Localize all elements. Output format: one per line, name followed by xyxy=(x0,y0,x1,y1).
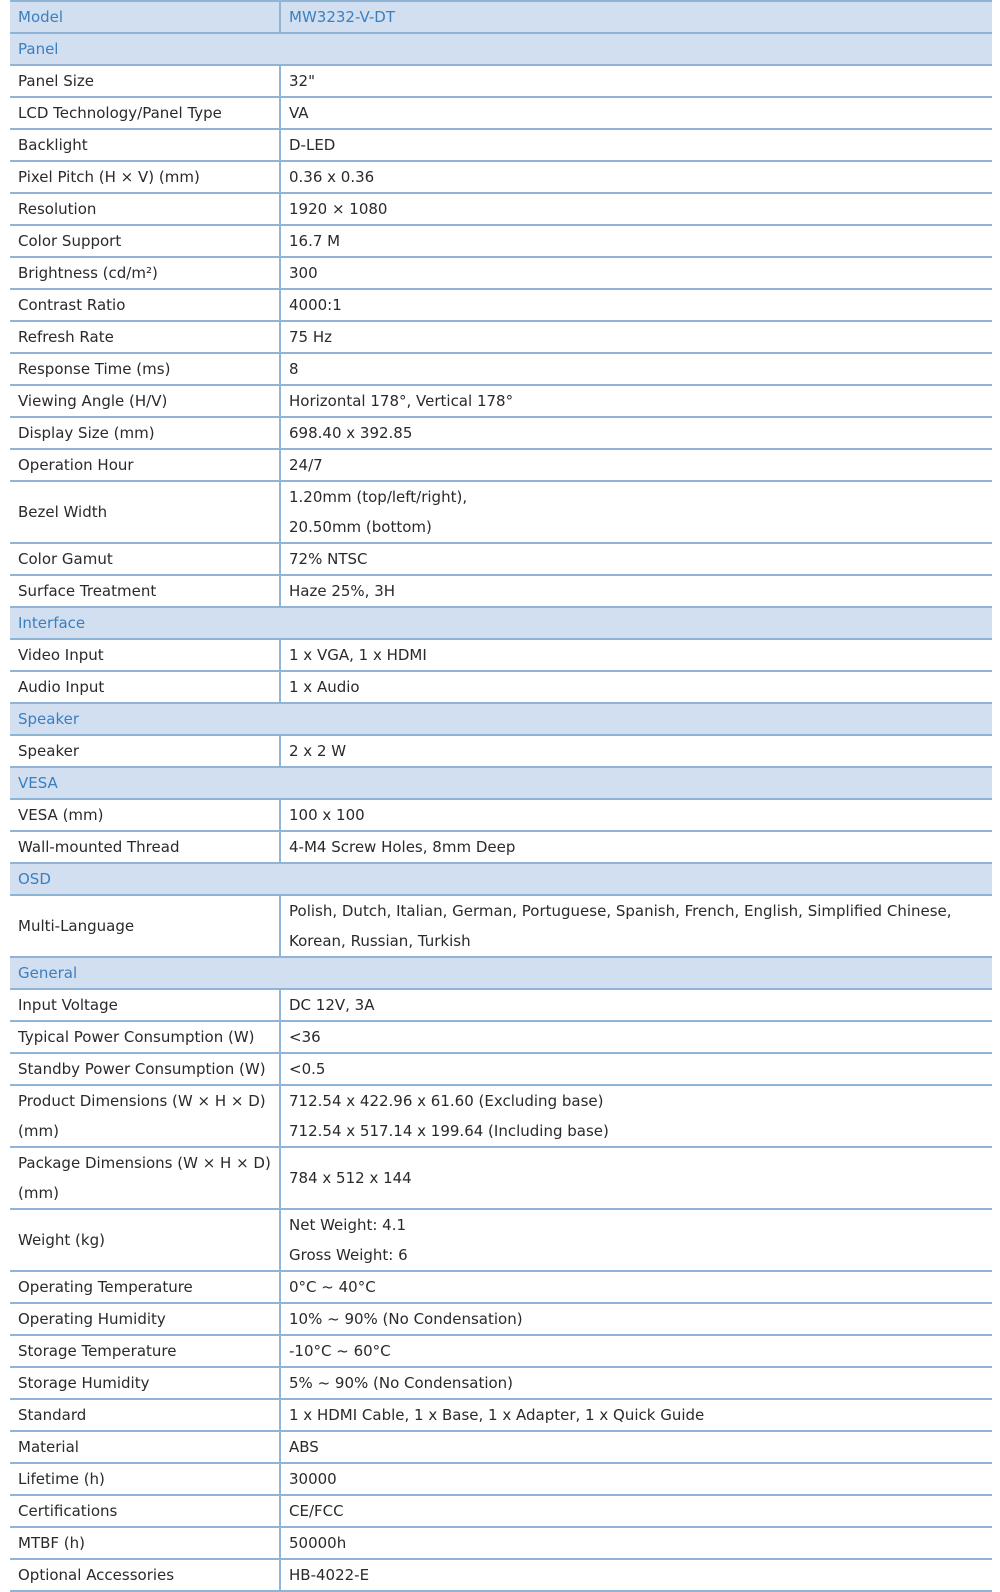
spec-value: 0°C ~ 40°C xyxy=(280,1271,992,1303)
spec-value: DC 12V, 3A xyxy=(280,989,992,1021)
spec-label: Operation Hour xyxy=(10,449,280,481)
table-row xyxy=(10,1495,992,1527)
spec-label: Video Input xyxy=(10,639,280,671)
spec-value xyxy=(280,895,992,957)
spec-value-line: Korean, Russian, Turkish xyxy=(289,932,471,950)
spec-value: D-LED xyxy=(280,129,992,161)
table-row xyxy=(10,895,992,957)
spec-label: Standby Power Consumption (W) xyxy=(10,1053,280,1085)
table-header-row xyxy=(10,1,992,33)
table-row xyxy=(10,321,992,353)
section-title: Interface xyxy=(10,607,992,639)
spec-value-line: Net Weight: 4.1 xyxy=(289,1216,407,1234)
table-row xyxy=(10,1399,992,1431)
spec-value: Horizontal 178°, Vertical 178° xyxy=(280,385,992,417)
spec-label: Storage Temperature xyxy=(10,1335,280,1367)
spec-value: 16.7 M xyxy=(280,225,992,257)
table-row xyxy=(10,671,992,703)
table-row xyxy=(10,193,992,225)
table-row xyxy=(10,225,992,257)
section-panel xyxy=(10,33,992,65)
spec-label xyxy=(10,1147,280,1209)
table-row xyxy=(10,161,992,193)
section-osd xyxy=(10,863,992,895)
section-vesa xyxy=(10,767,992,799)
spec-label-line: (mm) xyxy=(18,1184,59,1202)
spec-value-line: 1.20mm (top/left/right), xyxy=(289,488,468,506)
spec-label: Operating Temperature xyxy=(10,1271,280,1303)
spec-label: Weight (kg) xyxy=(10,1209,280,1271)
table-row xyxy=(10,1303,992,1335)
table-row xyxy=(10,1147,992,1209)
spec-value-line: Gross Weight: 6 xyxy=(289,1246,408,1264)
spec-value xyxy=(280,1085,992,1147)
spec-value: 1 x Audio xyxy=(280,671,992,703)
table-row xyxy=(10,417,992,449)
spec-value xyxy=(280,1209,992,1271)
section-speaker xyxy=(10,703,992,735)
spec-value: 100 x 100 xyxy=(280,799,992,831)
spec-value: Haze 25%, 3H xyxy=(280,575,992,607)
model-number: MW3232-V-DT xyxy=(280,1,992,33)
spec-label: Viewing Angle (H/V) xyxy=(10,385,280,417)
spec-label: Material xyxy=(10,1431,280,1463)
spec-value: 30000 xyxy=(280,1463,992,1495)
spec-label: Color Gamut xyxy=(10,543,280,575)
spec-label: Refresh Rate xyxy=(10,321,280,353)
spec-value: 0.36 x 0.36 xyxy=(280,161,992,193)
spec-label: Surface Treatment xyxy=(10,575,280,607)
spec-label: Response Time (ms) xyxy=(10,353,280,385)
spec-label: Pixel Pitch (H × V) (mm) xyxy=(10,161,280,193)
spec-label-line: Product Dimensions (W × H × D) xyxy=(18,1092,266,1110)
table-row xyxy=(10,1527,992,1559)
spec-value: 2 x 2 W xyxy=(280,735,992,767)
spec-label: Optional Accessories xyxy=(10,1559,280,1591)
spec-label: Operating Humidity xyxy=(10,1303,280,1335)
spec-label: Typical Power Consumption (W) xyxy=(10,1021,280,1053)
table-row xyxy=(10,257,992,289)
spec-value-line: 712.54 x 517.14 x 199.64 (Including base) xyxy=(289,1122,609,1140)
spec-label-line: (mm) xyxy=(18,1122,59,1140)
table-row xyxy=(10,1021,992,1053)
table-row xyxy=(10,65,992,97)
section-title: Panel xyxy=(10,33,992,65)
spec-value xyxy=(280,481,992,543)
spec-value: 5% ~ 90% (No Condensation) xyxy=(280,1367,992,1399)
table-row xyxy=(10,289,992,321)
spec-value: <0.5 xyxy=(280,1053,992,1085)
spec-label: Wall-mounted Thread xyxy=(10,831,280,863)
spec-label: Bezel Width xyxy=(10,481,280,543)
spec-label: Resolution xyxy=(10,193,280,225)
table-row xyxy=(10,385,992,417)
spec-value: VA xyxy=(280,97,992,129)
spec-value: 72% NTSC xyxy=(280,543,992,575)
spec-value: 1920 × 1080 xyxy=(280,193,992,225)
spec-label: Storage Humidity xyxy=(10,1367,280,1399)
section-title: General xyxy=(10,957,992,989)
spec-label xyxy=(10,1085,280,1147)
table-row xyxy=(10,449,992,481)
header-label: Model xyxy=(10,1,280,33)
spec-label: Speaker xyxy=(10,735,280,767)
table-row xyxy=(10,1463,992,1495)
spec-table xyxy=(10,0,992,1592)
spec-value-line: 712.54 x 422.96 x 61.60 (Excluding base) xyxy=(289,1092,604,1110)
spec-value: -10°C ~ 60°C xyxy=(280,1335,992,1367)
spec-value: 4000:1 xyxy=(280,289,992,321)
spec-value: 10% ~ 90% (No Condensation) xyxy=(280,1303,992,1335)
spec-label: Brightness (cd/m²) xyxy=(10,257,280,289)
table-row xyxy=(10,1367,992,1399)
spec-label: Backlight xyxy=(10,129,280,161)
table-row xyxy=(10,639,992,671)
spec-value: 1 x VGA, 1 x HDMI xyxy=(280,639,992,671)
table-row xyxy=(10,97,992,129)
spec-label: MTBF (h) xyxy=(10,1527,280,1559)
spec-label: Input Voltage xyxy=(10,989,280,1021)
spec-label: Multi-Language xyxy=(10,895,280,957)
table-row xyxy=(10,1559,992,1591)
spec-label: Certifications xyxy=(10,1495,280,1527)
spec-value-line: Polish, Dutch, Italian, German, Portuguese, Spanish, French, English, Simplified Chinese, xyxy=(289,902,952,920)
spec-label: LCD Technology/Panel Type xyxy=(10,97,280,129)
table-row xyxy=(10,1431,992,1463)
spec-label: Display Size (mm) xyxy=(10,417,280,449)
spec-label: Panel Size xyxy=(10,65,280,97)
table-row xyxy=(10,1271,992,1303)
spec-value: 75 Hz xyxy=(280,321,992,353)
section-general xyxy=(10,957,992,989)
spec-label: Standard xyxy=(10,1399,280,1431)
spec-value: <36 xyxy=(280,1021,992,1053)
section-title: Speaker xyxy=(10,703,992,735)
spec-label: VESA (mm) xyxy=(10,799,280,831)
spec-label: Color Support xyxy=(10,225,280,257)
spec-value: 784 x 512 x 144 xyxy=(280,1147,992,1209)
spec-value: 300 xyxy=(280,257,992,289)
spec-value: 24/7 xyxy=(280,449,992,481)
spec-value: 4-M4 Screw Holes, 8mm Deep xyxy=(280,831,992,863)
table-row xyxy=(10,735,992,767)
spec-value: 32" xyxy=(280,65,992,97)
table-row xyxy=(10,1335,992,1367)
table-row xyxy=(10,129,992,161)
table-row xyxy=(10,481,992,543)
spec-value: 50000h xyxy=(280,1527,992,1559)
spec-value: CE/FCC xyxy=(280,1495,992,1527)
spec-label: Lifetime (h) xyxy=(10,1463,280,1495)
spec-label-line: Package Dimensions (W × H × D) xyxy=(18,1154,271,1172)
table-row xyxy=(10,575,992,607)
spec-value: 8 xyxy=(280,353,992,385)
section-interface xyxy=(10,607,992,639)
spec-value: ABS xyxy=(280,1431,992,1463)
spec-value: 1 x HDMI Cable, 1 x Base, 1 x Adapter, 1 x Quick Guide xyxy=(280,1399,992,1431)
table-row xyxy=(10,1053,992,1085)
spec-label: Contrast Ratio xyxy=(10,289,280,321)
spec-value: HB-4022-E xyxy=(280,1559,992,1591)
spec-label: Audio Input xyxy=(10,671,280,703)
spec-value: 698.40 x 392.85 xyxy=(280,417,992,449)
table-row xyxy=(10,799,992,831)
table-row xyxy=(10,1209,992,1271)
table-row xyxy=(10,353,992,385)
table-row xyxy=(10,543,992,575)
section-title: OSD xyxy=(10,863,992,895)
section-title: VESA xyxy=(10,767,992,799)
table-row xyxy=(10,989,992,1021)
spec-value-line: 20.50mm (bottom) xyxy=(289,518,432,536)
table-row xyxy=(10,831,992,863)
table-row xyxy=(10,1085,992,1147)
